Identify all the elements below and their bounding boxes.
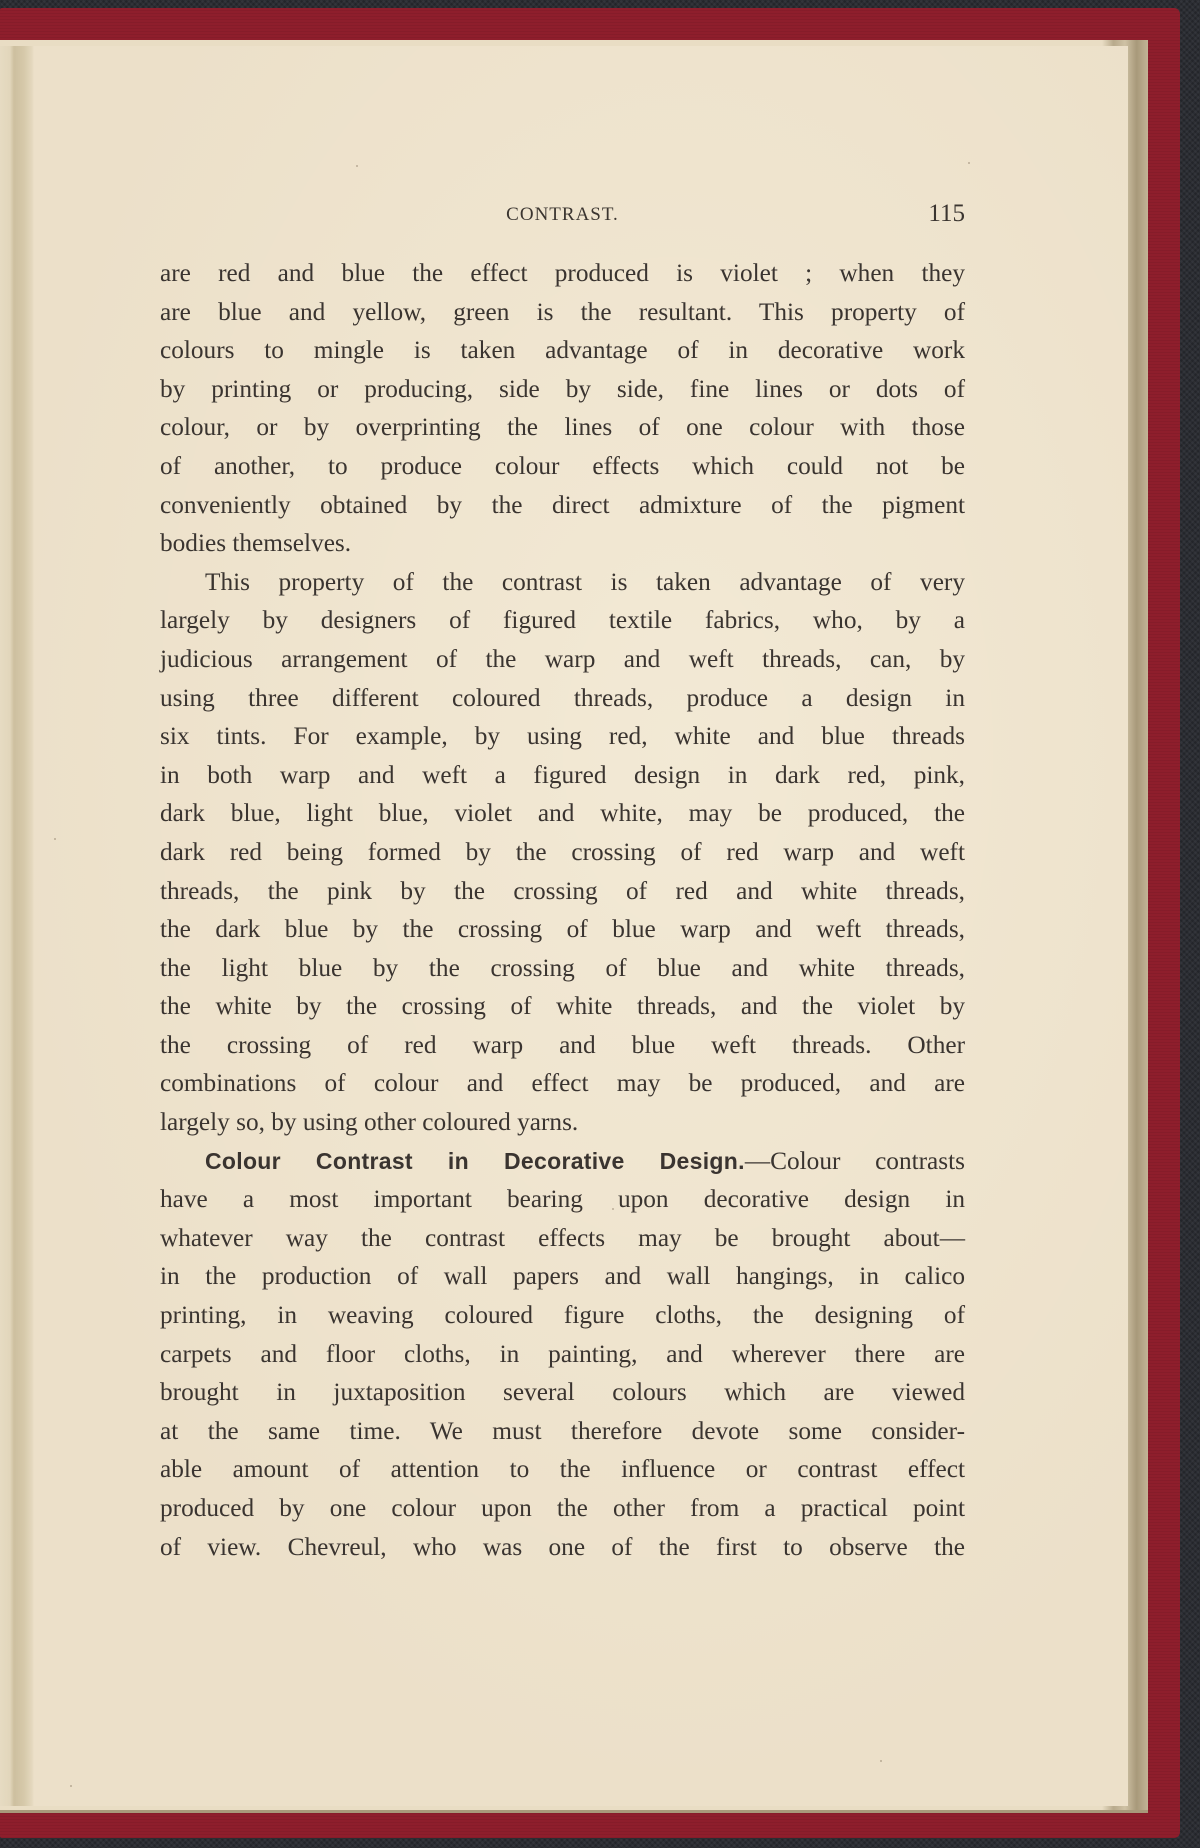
heading-line-continuation: —Colour contrasts bbox=[744, 1146, 965, 1175]
text-line: colours to mingle is taken advantage of in decorative work bbox=[160, 336, 965, 365]
text-line: largely by designers of figured textile fabrics, who, by a bbox=[160, 606, 965, 635]
text-line: conveniently obtained by the direct admixture of the pigment bbox=[160, 490, 965, 519]
text-line: the dark blue by the crossing of blue warp and weft threads, bbox=[160, 915, 965, 944]
text-line: whatever way the contrast effects may be brought about— bbox=[160, 1223, 965, 1252]
body-text bbox=[160, 254, 965, 1566]
paper-speck bbox=[54, 838, 56, 840]
text-line: threads, the pink by the crossing of red and white threads, bbox=[160, 876, 965, 905]
paragraph bbox=[160, 1142, 965, 1567]
text-line: combinations of colour and effect may be produced, and are bbox=[160, 1069, 965, 1098]
text-line: in the production of wall papers and wall hangings, in calico bbox=[160, 1262, 965, 1291]
text-line: are blue and yellow, green is the resultant. This property of bbox=[160, 297, 965, 326]
text-line: dark blue, light blue, violet and white, may be produced, the bbox=[160, 799, 965, 828]
text-line: the crossing of red warp and blue weft threads. Other bbox=[160, 1030, 965, 1059]
text-line: largely so, by using other coloured yarns. bbox=[160, 1108, 579, 1137]
paragraph bbox=[160, 563, 965, 1142]
text-line: dark red being formed by the crossing of red warp and weft bbox=[160, 837, 965, 866]
text-line: This property of the contrast is taken advantage of very bbox=[205, 567, 965, 596]
text-line: produced by one colour upon the other from a practical point bbox=[160, 1494, 965, 1522]
text-line: the white by the crossing of white threads, and the violet by bbox=[160, 992, 965, 1021]
paper-speck bbox=[968, 162, 970, 164]
text-line: are red and blue the effect produced is violet ; when they bbox=[160, 259, 965, 287]
text-line bbox=[160, 1142, 965, 1181]
text-line: in both warp and weft a figured design in dark red, pink, bbox=[160, 760, 965, 789]
paper-speck bbox=[356, 165, 358, 167]
paper-speck bbox=[612, 1208, 614, 1210]
text-line: printing, in weaving coloured figure cloths, the designing of bbox=[160, 1301, 965, 1330]
section-heading: Colour Contrast in Decorative Design. bbox=[205, 1147, 745, 1174]
text-line: colour, or by overprinting the lines of one colour with those bbox=[160, 413, 965, 442]
text-line: of another, to produce colour effects which could not be bbox=[160, 451, 965, 480]
text-line: six tints. For example, by using red, white and blue threads bbox=[160, 722, 965, 751]
text-line: able amount of attention to the influence or contrast effect bbox=[160, 1455, 965, 1484]
paper-speck bbox=[880, 1760, 882, 1762]
text-line: using three different coloured threads, produce a design in bbox=[160, 683, 965, 712]
text-line: brought in juxtaposition several colours which are viewed bbox=[160, 1378, 965, 1407]
text-line: the light blue by the crossing of blue and white threads, bbox=[160, 953, 965, 982]
running-title: CONTRAST. bbox=[506, 204, 619, 225]
page-gutter bbox=[0, 46, 34, 1806]
paragraph bbox=[160, 254, 965, 563]
text-line: at the same time. We must therefore devote some consider- bbox=[160, 1416, 965, 1445]
paper-speck bbox=[70, 1785, 72, 1787]
text-line: carpets and floor cloths, in painting, and wherever there are bbox=[160, 1339, 965, 1368]
text-line: judicious arrangement of the warp and weft threads, can, by bbox=[160, 644, 965, 673]
text-line: of view. Chevreul, who was one of the first to observe the bbox=[160, 1532, 965, 1561]
text-line: have a most important bearing upon decorative design in bbox=[160, 1185, 965, 1214]
text-line: by printing or producing, side by side, fine lines or dots of bbox=[160, 374, 965, 403]
text-line: bodies themselves. bbox=[160, 529, 352, 558]
running-head bbox=[160, 200, 965, 230]
page-number: 115 bbox=[928, 200, 965, 227]
